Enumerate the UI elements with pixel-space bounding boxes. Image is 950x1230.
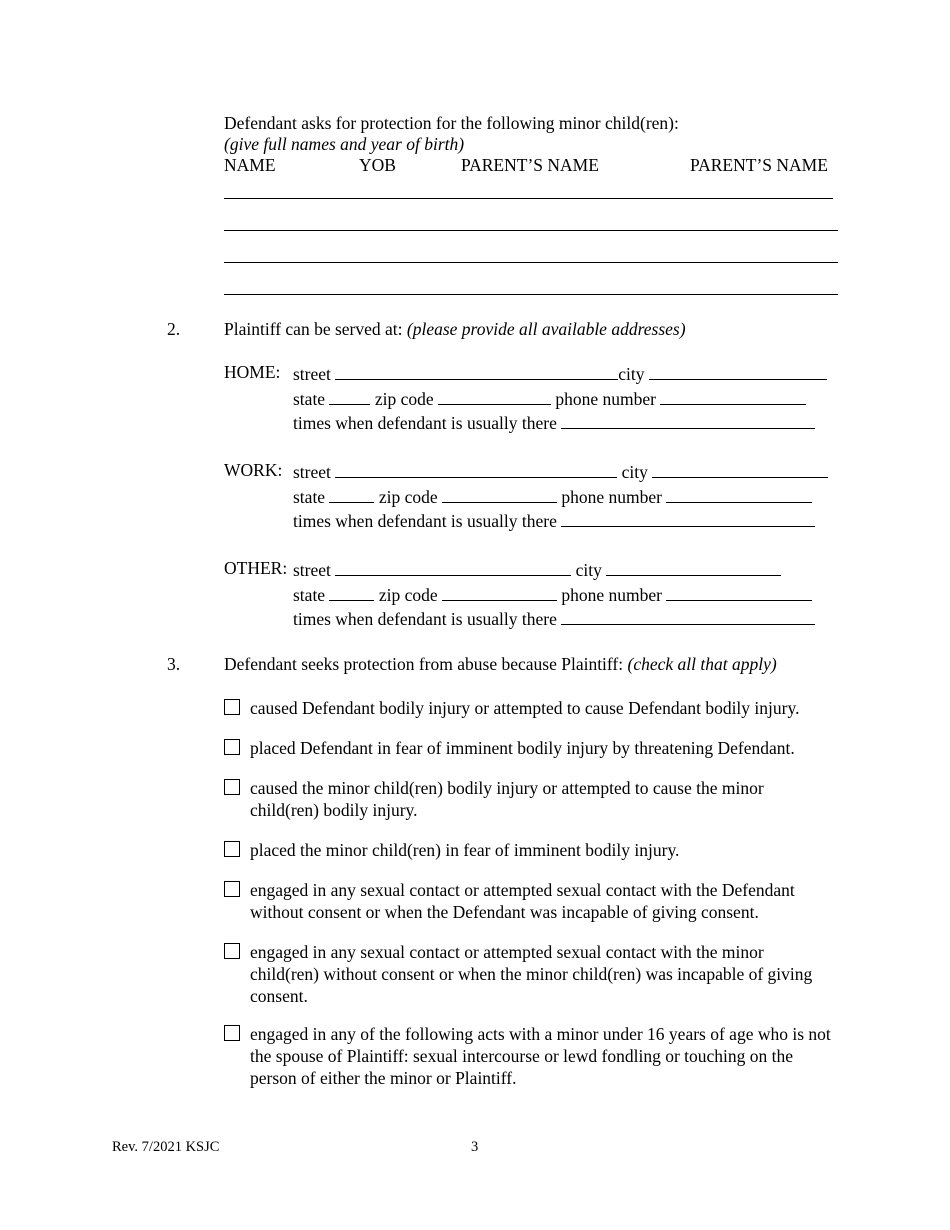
phone-label: phone number <box>561 585 662 605</box>
times-label: times when defendant is usually there <box>293 413 557 433</box>
state-label: state <box>293 585 326 605</box>
option-fear-children: placed the minor child(ren) in fear of imminent bodily injury. <box>250 840 680 860</box>
home-state-row <box>293 389 806 409</box>
work-phone-field[interactable] <box>666 487 812 503</box>
city-label: city <box>618 364 645 384</box>
state-label: state <box>293 389 326 409</box>
option-sexual-contact-children: engaged in any sexual contact or attempted sexual contact with the minor child(ren) without consent or when the minor child(ren) was incapable of giving consent. <box>250 942 813 1006</box>
times-label: times when defendant is usually there <box>293 609 557 629</box>
section-3-title-note: (check all that apply) <box>627 654 777 674</box>
section-2-title <box>224 321 686 339</box>
home-times-row <box>293 413 815 433</box>
home-phone-field[interactable] <box>660 389 806 405</box>
column-parent-name-1: PARENT’S NAME <box>461 155 599 175</box>
other-street-row <box>293 560 781 580</box>
work-times-row <box>293 511 815 531</box>
zip-label: zip code <box>378 585 438 605</box>
street-label: street <box>293 462 331 482</box>
work-state-field[interactable] <box>329 487 374 503</box>
other-state-field[interactable] <box>329 585 374 601</box>
revision-footer: Rev. 7/2021 KSJC <box>112 1139 220 1155</box>
work-street-row <box>293 462 828 482</box>
checkbox-acts-with-minor[interactable] <box>224 1025 240 1041</box>
child-entry-line-3[interactable] <box>224 262 838 263</box>
option-fear-defendant: placed Defendant in fear of imminent bodily injury by threatening Defendant. <box>250 738 795 758</box>
option-bodily-injury-defendant: caused Defendant bodily injury or attempted to cause Defendant bodily injury. <box>250 698 800 718</box>
other-times-row <box>293 609 815 629</box>
column-name: NAME <box>224 155 276 175</box>
child-entry-line-2[interactable] <box>224 230 838 231</box>
work-label: WORK: <box>224 460 283 480</box>
city-label: city <box>621 462 648 482</box>
home-street-row <box>293 364 827 384</box>
section-3-number: 3. <box>167 654 181 674</box>
home-times-field[interactable] <box>561 413 815 429</box>
work-state-row <box>293 487 812 507</box>
other-street-field[interactable] <box>335 560 571 576</box>
section-3-title-text: Defendant seeks protection from abuse because Plaintiff: <box>224 654 628 674</box>
checkbox-sexual-contact-children[interactable] <box>224 943 240 959</box>
column-parent-name-2: PARENT’S NAME <box>690 155 828 175</box>
section-3-title <box>224 656 777 674</box>
option-acts-with-minor: engaged in any of the following acts with a minor under 16 years of age who is not the spouse of Plaintiff: sexual intercourse or lewd fondling or touching on the person of either the minor or Plaintiff. <box>250 1024 831 1088</box>
street-label: street <box>293 560 331 580</box>
section-2-title-note: (please provide all available addresses) <box>406 319 686 339</box>
checkbox-fear-children[interactable] <box>224 841 240 857</box>
home-street-field[interactable] <box>335 364 618 380</box>
street-label: street <box>293 364 331 384</box>
children-intro: Defendant asks for protection for the following minor child(ren): <box>224 113 679 133</box>
page-number: 3 <box>471 1139 479 1155</box>
city-label: city <box>575 560 602 580</box>
checkbox-bodily-injury-defendant[interactable] <box>224 699 240 715</box>
children-instruction: (give full names and year of birth) <box>224 134 465 154</box>
other-phone-field[interactable] <box>666 585 812 601</box>
work-city-field[interactable] <box>652 462 828 478</box>
work-zip-field[interactable] <box>442 487 557 503</box>
home-state-field[interactable] <box>329 389 370 405</box>
child-entry-line-4[interactable] <box>224 294 838 295</box>
section-2-title-text: Plaintiff can be served at: <box>224 319 407 339</box>
checkbox-bodily-injury-children[interactable] <box>224 779 240 795</box>
phone-label: phone number <box>555 389 656 409</box>
state-label: state <box>293 487 326 507</box>
other-city-field[interactable] <box>606 560 781 576</box>
work-times-field[interactable] <box>561 511 815 527</box>
checkbox-sexual-contact-defendant[interactable] <box>224 881 240 897</box>
other-state-row <box>293 585 812 605</box>
phone-label: phone number <box>561 487 662 507</box>
column-yob: YOB <box>359 155 396 175</box>
zip-label: zip code <box>374 389 434 409</box>
home-label: HOME: <box>224 362 281 382</box>
option-bodily-injury-children: caused the minor child(ren) bodily injury or attempted to cause the minor child(ren) bodily injury. <box>250 778 764 820</box>
checkbox-fear-defendant[interactable] <box>224 739 240 755</box>
work-street-field[interactable] <box>335 462 617 478</box>
home-city-field[interactable] <box>649 364 827 380</box>
section-2-number: 2. <box>167 319 181 339</box>
other-zip-field[interactable] <box>442 585 557 601</box>
other-times-field[interactable] <box>561 609 815 625</box>
zip-label: zip code <box>378 487 438 507</box>
other-label: OTHER: <box>224 558 288 578</box>
home-zip-field[interactable] <box>438 389 551 405</box>
times-label: times when defendant is usually there <box>293 511 557 531</box>
child-entry-line-1[interactable] <box>224 198 833 199</box>
option-sexual-contact-defendant: engaged in any sexual contact or attempted sexual contact with the Defendant without consent or when the Defendant was incapable of giving consent. <box>250 880 795 922</box>
